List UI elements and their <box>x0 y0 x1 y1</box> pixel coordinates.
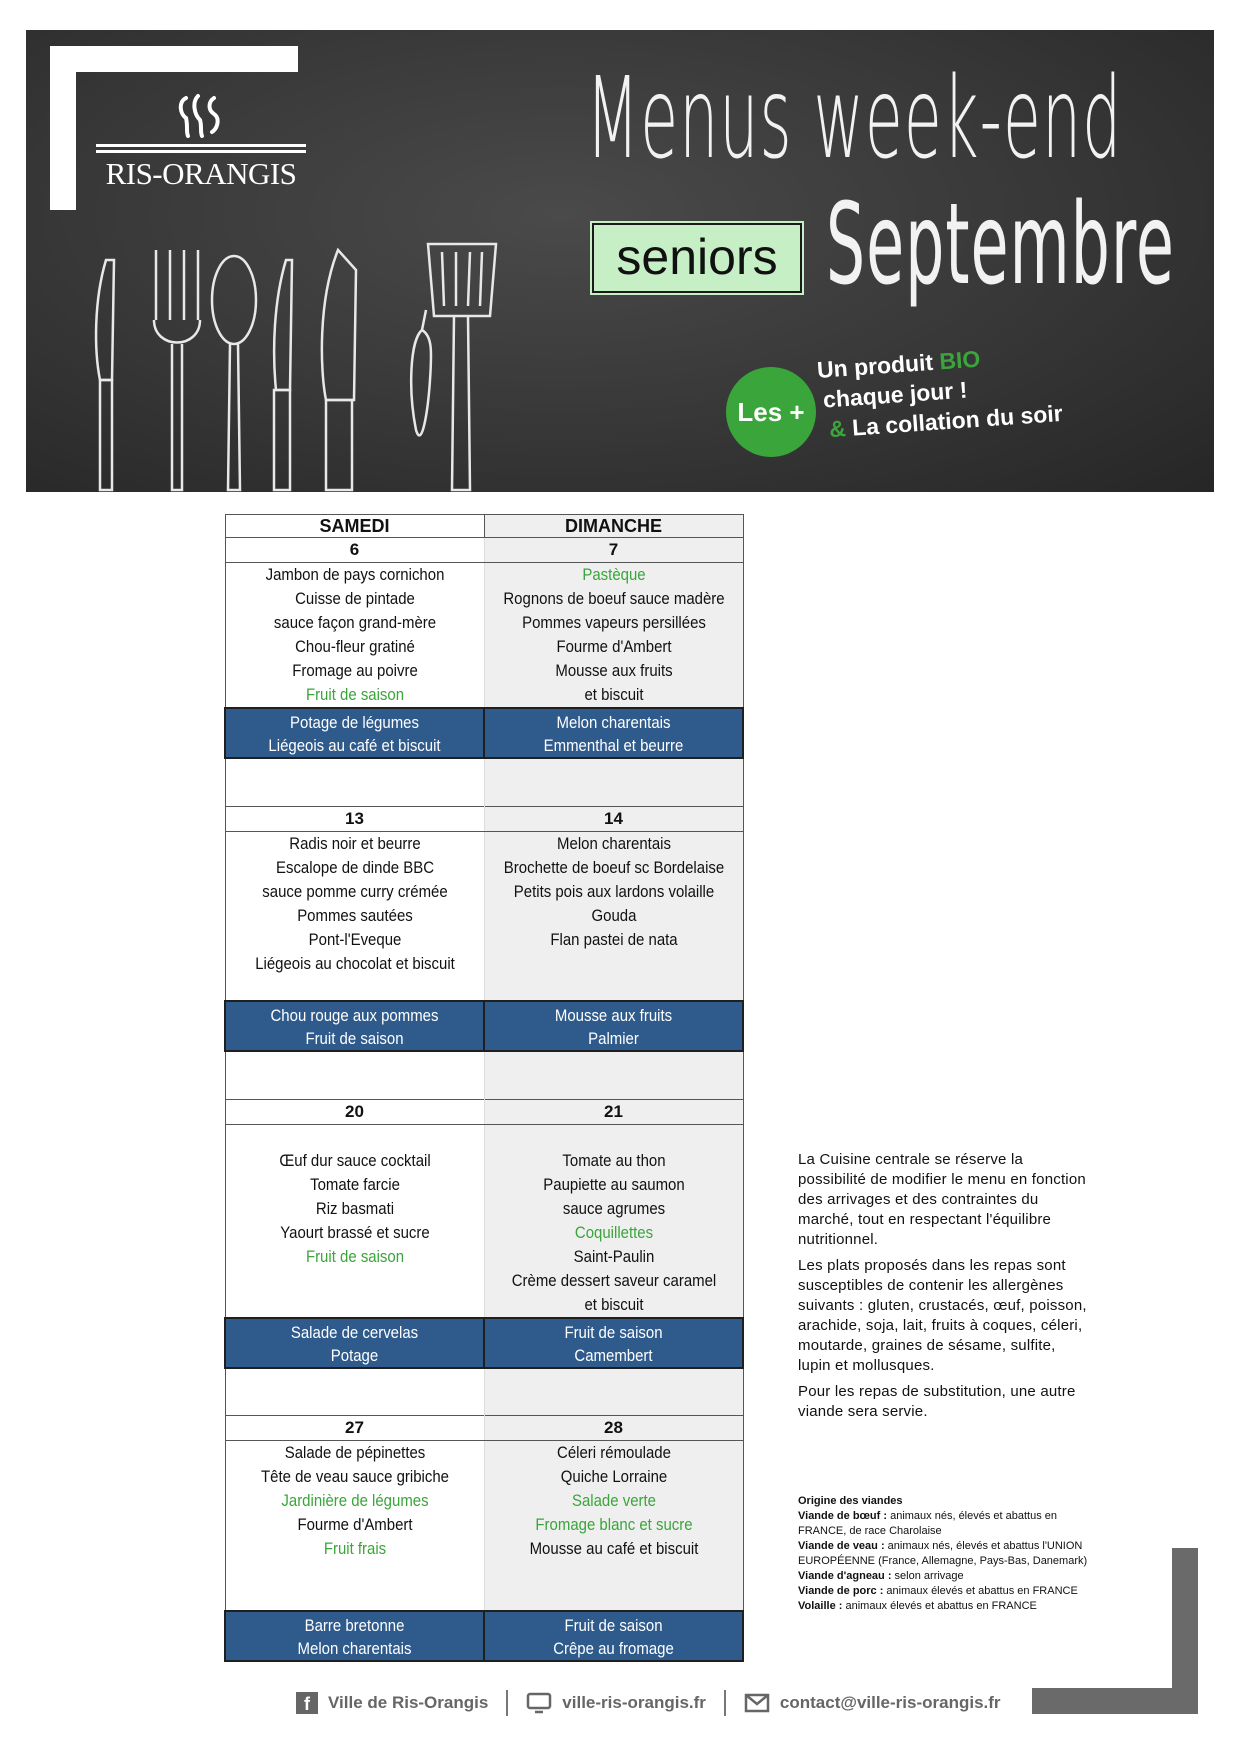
menu-item: Saint-Paulin <box>573 1246 654 1266</box>
date-cell: 20 <box>225 1099 484 1124</box>
menu-item: Fourme d'Ambert <box>296 1515 413 1534</box>
menu-item: Chou-fleur gratiné <box>294 637 415 656</box>
lunch-cell <box>484 831 743 1001</box>
meat-origin-line: Volaille : animaux élevés et abattus en FRANCE <box>798 1600 1037 1612</box>
menu-item: Rognons de boeuf sauce madère <box>502 589 725 608</box>
date-cell: 7 <box>484 538 743 563</box>
menu-item: Coquillettes <box>574 1222 653 1242</box>
monitor-icon <box>526 1692 552 1714</box>
row-spacer <box>484 1051 743 1099</box>
menu-item: Brochette de boeuf sc Bordelaise <box>503 857 724 877</box>
header-banner <box>26 30 1214 492</box>
menu-item: sauce pomme curry crémée <box>261 881 448 901</box>
menu-item: Tomate au thon <box>561 1150 666 1170</box>
evening-item: Chou rouge aux pommes <box>270 1006 439 1025</box>
evening-snack-cell <box>484 1318 743 1368</box>
evening-item: Liégeois au café et biscuit <box>268 736 441 755</box>
facebook-link[interactable]: Ville de Ris-Orangis <box>328 1693 489 1712</box>
footer <box>296 1688 1001 1718</box>
meat-origin-line: Viande de bœuf : animaux nés, élevés et abattus en FRANCE, de race Charolaise <box>798 1510 1058 1537</box>
evening-snack-cell <box>484 1001 743 1051</box>
day-header-sunday: DIMANCHE <box>484 515 743 538</box>
row-spacer <box>225 1368 484 1416</box>
meat-origin-line: Viande de porc : animaux élevés et abattus en FRANCE <box>798 1585 1078 1597</box>
date-cell: 13 <box>225 806 484 831</box>
date-cell: 14 <box>484 806 743 831</box>
evening-item: Fruit de saison <box>305 1029 404 1048</box>
logo-figures-icon <box>174 92 228 138</box>
menu-item: Jardinière de légumes <box>280 1491 429 1510</box>
row-spacer <box>484 1368 743 1416</box>
menu-item: Escalope de dinde BBC <box>275 857 434 877</box>
evening-snack-cell <box>225 1318 484 1368</box>
meat-origin-line: Viande de veau : animaux nés, élevés et abattus l'UNION EUROPÉENNE (France, Allemagne, Pays-Bas, Danemark) <box>798 1540 1088 1567</box>
date-cell: 21 <box>484 1099 743 1124</box>
page-title-line2: Septembre <box>826 180 1176 310</box>
evening-item: Potage de légumes <box>290 713 419 732</box>
menu-item: Fromage blanc et sucre <box>534 1515 693 1534</box>
menu-item: Œuf dur sauce cocktail <box>278 1150 431 1170</box>
divider <box>506 1690 508 1716</box>
evening-snack-cell <box>484 1611 743 1661</box>
lunch-cell <box>225 1441 484 1611</box>
divider <box>724 1690 726 1716</box>
evening-item: Palmier <box>588 1029 639 1048</box>
menu-item: Petits pois aux lardons volaille <box>513 881 714 901</box>
menu-item: Liégeois au chocolat et biscuit <box>254 953 455 973</box>
logo-text: RIS-ORANGIS <box>105 156 297 191</box>
menu-item: Salade verte <box>571 1491 656 1510</box>
menu-item: Yaourt brassé et sucre <box>279 1222 430 1242</box>
row-spacer <box>484 758 743 806</box>
menu-item: Crème dessert saveur caramel <box>511 1270 716 1290</box>
menu-item <box>500 1125 727 1149</box>
lunch-cell <box>484 563 743 709</box>
menu-item: sauce façon grand-mère <box>273 613 436 632</box>
menu-item: Riz basmati <box>315 1198 394 1218</box>
menu-item: Fruit frais <box>323 1539 386 1558</box>
evening-item: Barre bretonne <box>304 1615 405 1635</box>
evening-item: Camembert <box>574 1345 653 1365</box>
menu-item: Gouda <box>591 905 636 925</box>
menu-item: et biscuit <box>583 1294 644 1314</box>
corner-decoration <box>1032 1688 1198 1714</box>
note-paragraph: Pour les repas de substitution, une autre viande sera servie. <box>798 1383 1076 1420</box>
facebook-icon: f <box>296 1692 318 1714</box>
menu-item: Mousse au café et biscuit <box>529 1539 698 1558</box>
envelope-icon <box>744 1693 770 1713</box>
meat-origin-line: Viande d'agneau : selon arrivage <box>798 1570 964 1582</box>
lunch-cell <box>225 563 484 709</box>
day-header-saturday: SAMEDI <box>225 515 484 538</box>
evening-item: Potage <box>330 1345 379 1365</box>
menu-item: Melon charentais <box>556 833 671 853</box>
menu-item: Salade de pépinettes <box>284 1443 425 1462</box>
notes <box>798 1150 1088 1428</box>
menu-item: Pont-l'Eveque <box>308 929 401 949</box>
menu-item: Flan pastei de nata <box>549 929 678 949</box>
menu-item: sauce agrumes <box>562 1198 665 1218</box>
date-cell: 27 <box>225 1416 484 1441</box>
menu-item: Radis noir et beurre <box>288 833 421 853</box>
menu-item: Quiche Lorraine <box>560 1467 667 1486</box>
utensils-illustration <box>76 240 516 492</box>
menu-item: Fourme d'Ambert <box>555 637 672 656</box>
evening-snack-cell <box>484 708 743 758</box>
note-paragraph: La Cuisine centrale se réserve la possibilité de modifier le menu en fonction des arrivages et des contraintes du marché, tout en respectant l'équilibre nutritionnel. <box>798 1151 1086 1248</box>
plus-features: Un produit BIO chaque jour ! & La collation du soir <box>816 345 1064 443</box>
page-title-line1: Menus week-end <box>586 54 1123 184</box>
menu-item: Jambon de pays cornichon <box>265 565 444 584</box>
evening-snack-cell <box>225 1001 484 1051</box>
menu-item: Mousse aux fruits <box>554 661 673 680</box>
menu-item: Cuisse de pintade <box>294 589 415 608</box>
row-spacer <box>225 758 484 806</box>
menu-table <box>224 514 744 1662</box>
evening-item: Salade de cervelas <box>290 1322 419 1342</box>
evening-item: Fruit de saison <box>564 1322 663 1342</box>
menu-item: Fromage au poivre <box>291 661 418 680</box>
evening-item: Melon charentais <box>297 1638 412 1658</box>
lunch-cell <box>225 831 484 1001</box>
website-link[interactable]: ville-ris-orangis.fr <box>562 1693 706 1712</box>
evening-item: Crêpe au fromage <box>553 1638 674 1658</box>
menu-item: et biscuit <box>583 685 644 704</box>
plus-badge: Les + <box>726 367 816 457</box>
row-spacer <box>225 1051 484 1099</box>
date-cell: 6 <box>225 538 484 563</box>
evening-snack-cell <box>225 1611 484 1661</box>
meat-origin-title: Origine des viandes <box>798 1495 903 1507</box>
menu-item: Paupiette au saumon <box>542 1174 685 1194</box>
email-link[interactable]: contact@ville-ris-orangis.fr <box>779 1693 1001 1712</box>
menu-item: Céleri rémoulade <box>556 1443 671 1462</box>
menu-item: Tête de veau sauce gribiche <box>260 1467 449 1486</box>
menu-item: Pommes sautées <box>296 905 413 925</box>
lunch-cell <box>484 1124 743 1318</box>
lunch-cell <box>225 1124 484 1318</box>
evening-item: Emmenthal et beurre <box>543 736 684 755</box>
evening-item: Fruit de saison <box>564 1615 663 1635</box>
audience-badge: seniors <box>592 223 802 293</box>
date-cell: 28 <box>484 1416 743 1441</box>
menu-item: Fruit de saison <box>305 685 404 704</box>
evening-item: Melon charentais <box>556 713 671 732</box>
corner-decoration <box>50 46 298 72</box>
logo <box>96 92 306 192</box>
lunch-cell <box>484 1441 743 1611</box>
evening-snack-cell <box>225 708 484 758</box>
menu-item <box>241 1125 468 1149</box>
meat-origin <box>798 1494 1098 1614</box>
menu-item: Fruit de saison <box>305 1246 404 1266</box>
evening-item: Mousse aux fruits <box>554 1006 673 1025</box>
menu-item: Tomate farcie <box>309 1174 400 1194</box>
note-paragraph: Les plats proposés dans les repas sont susceptibles de contenir les allergènes suivants : gluten, crustacés, œuf, poisson, arachide, soja, lait, fruits à coques, céleri, moutarde, graines de sésame, sulfite, lupin et mollusques. <box>798 1257 1087 1374</box>
menu-item: Pastèque <box>581 565 646 584</box>
menu-item: Pommes vapeurs persillées <box>521 613 706 632</box>
